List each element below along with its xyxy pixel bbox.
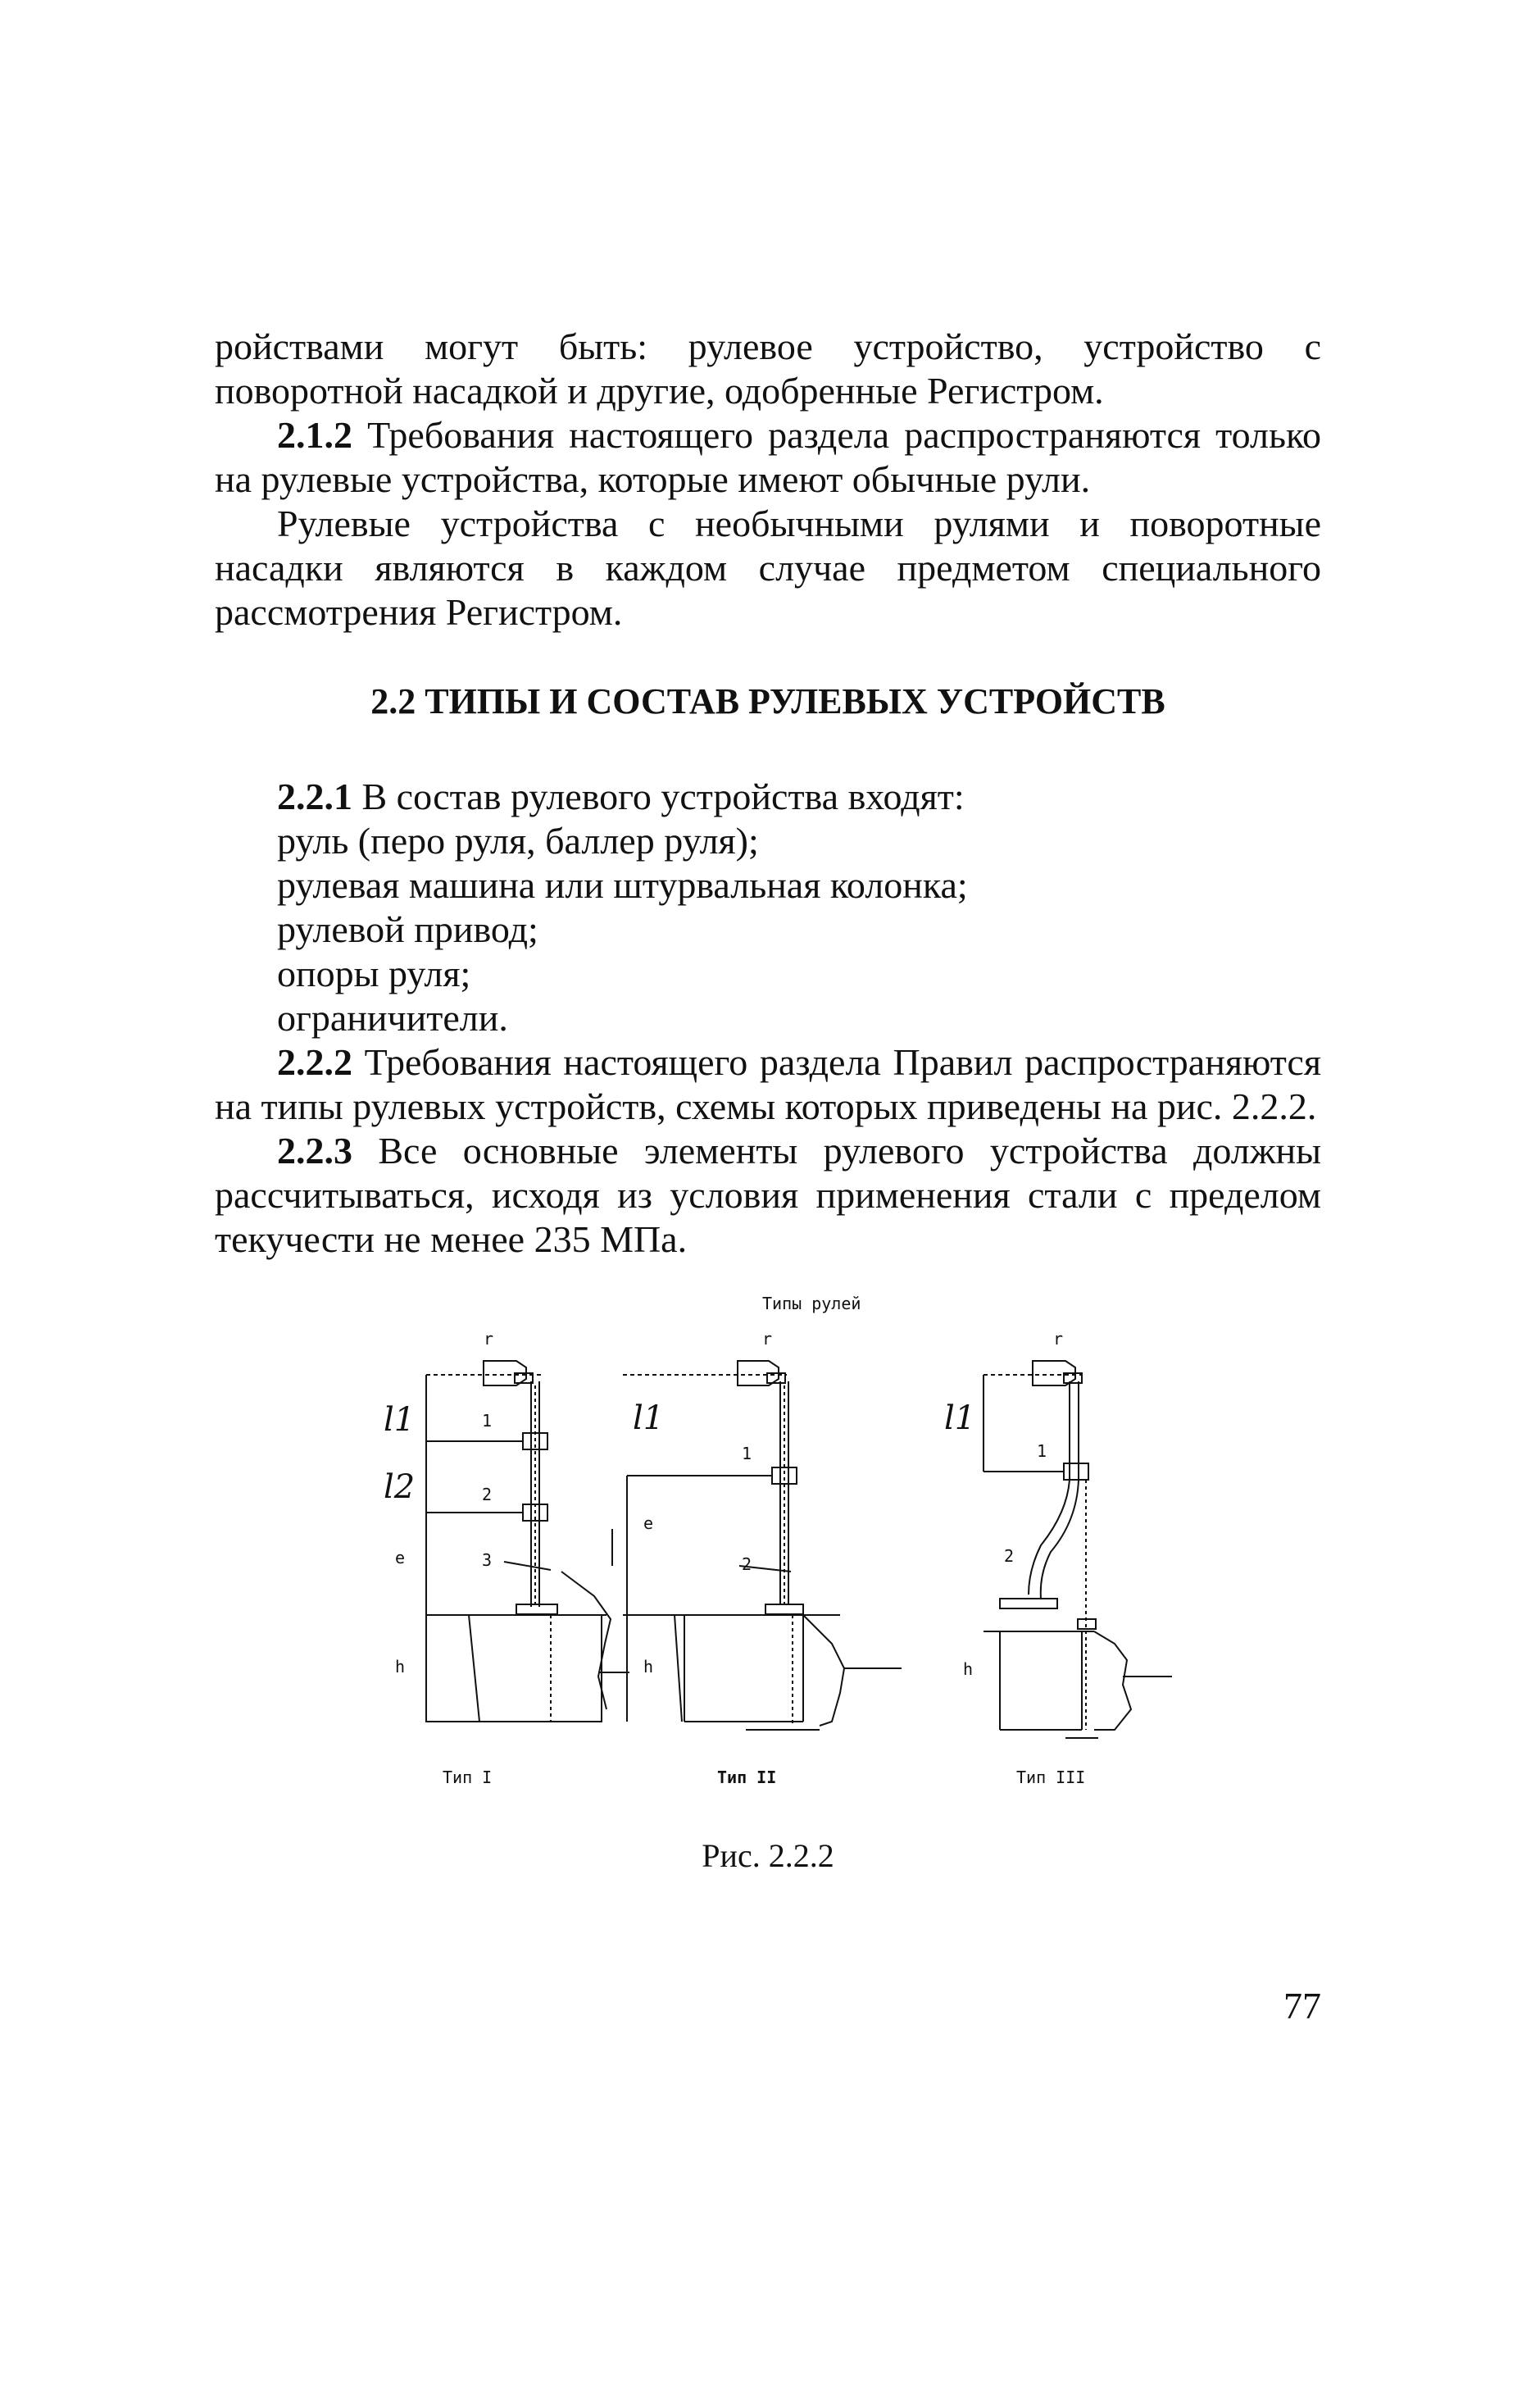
figure-title: Типы рулей (762, 1294, 861, 1313)
paragraph-2-1-2 (215, 413, 1321, 502)
paragraph-text: Требования настоящего раздела распространяются только на рулевые устройства, которые имеют обычные рули. (215, 414, 1321, 500)
list-item: опоры руля; (277, 953, 471, 994)
label-e: e (643, 1513, 654, 1533)
composition-list (215, 775, 1321, 1262)
paragraph-text: В состав рулевого устройства входят: (352, 776, 965, 817)
clause-number: 2.2.3 (277, 1130, 352, 1172)
label-1: 1 (1037, 1441, 1047, 1461)
label-r: r (1053, 1329, 1064, 1349)
paragraph-text: ройствами могут быть: рулевое устройство, устройство с поворотной насадкой и другие, одобренные Регистром. (215, 325, 1321, 412)
list-item: руль (перо руля, баллер руля); (277, 820, 759, 862)
rudder-type-1-drawing (426, 1361, 629, 1722)
figure-caption: Рис. 2.2.2 (702, 1837, 834, 1874)
type-3-label: Тип III (1016, 1768, 1086, 1787)
type-1-label: Тип I (443, 1768, 493, 1787)
label-l1: l1 (944, 1399, 976, 1437)
label-l2: l2 (384, 1468, 416, 1506)
section-heading: 2.2 ТИПЫ И СОСТАВ РУЛЕВЫХ УСТРОЙСТВ (370, 681, 1165, 721)
label-h: h (963, 1659, 974, 1679)
type-2-label: Тип II (717, 1768, 777, 1787)
label-l1: l1 (384, 1401, 416, 1439)
intro-text (215, 325, 1321, 635)
label-2: 2 (482, 1485, 493, 1504)
label-r: r (484, 1329, 494, 1349)
label-r: r (762, 1329, 773, 1349)
clause-number: 2.2.2 (277, 1041, 352, 1083)
label-h: h (643, 1657, 654, 1677)
label-2: 2 (1004, 1546, 1015, 1566)
label-1: 1 (742, 1444, 752, 1463)
paragraph-2-2-3 (215, 1129, 1321, 1262)
list-item: рулевой привод; (277, 908, 538, 950)
label-h: h (395, 1657, 406, 1677)
list-item: рулевая машина или штурвальная колонка; (277, 864, 968, 906)
label-l1: l1 (633, 1399, 665, 1437)
page-number: 77 (1283, 1985, 1321, 2027)
list-item: ограничители. (277, 997, 508, 1039)
clause-number: 2.1.2 (277, 414, 352, 456)
paragraph-text: Требования настоящего раздела Правил распространяются на типы рулевых устройств, схемы которых приведены на рис. 2.2.2. (215, 1041, 1321, 1127)
label-2: 2 (742, 1554, 752, 1574)
paragraph-text: Рулевые устройства с необычными рулями и поворотные насадки являются в каждом случае предметом специального рассмотрения Регистром. (215, 503, 1321, 633)
label-3: 3 (482, 1550, 493, 1570)
paragraph-2-2-2 (215, 1040, 1321, 1129)
paragraph-continuation (215, 325, 1321, 413)
label-e: e (395, 1548, 406, 1567)
paragraph-text: Все основные элементы рулевого устройства должны рассчитываться, исходя из условия применения стали с пределом текучести не менее 235 МПа. (215, 1130, 1321, 1260)
paragraph-unusual-rudders (215, 502, 1321, 635)
paragraph-2-2-1 (215, 775, 1321, 819)
rudder-types-figure (361, 1283, 1229, 1808)
clause-number: 2.2.1 (277, 776, 352, 817)
label-1: 1 (482, 1411, 493, 1431)
rudder-types-drawing (361, 1283, 1229, 1808)
